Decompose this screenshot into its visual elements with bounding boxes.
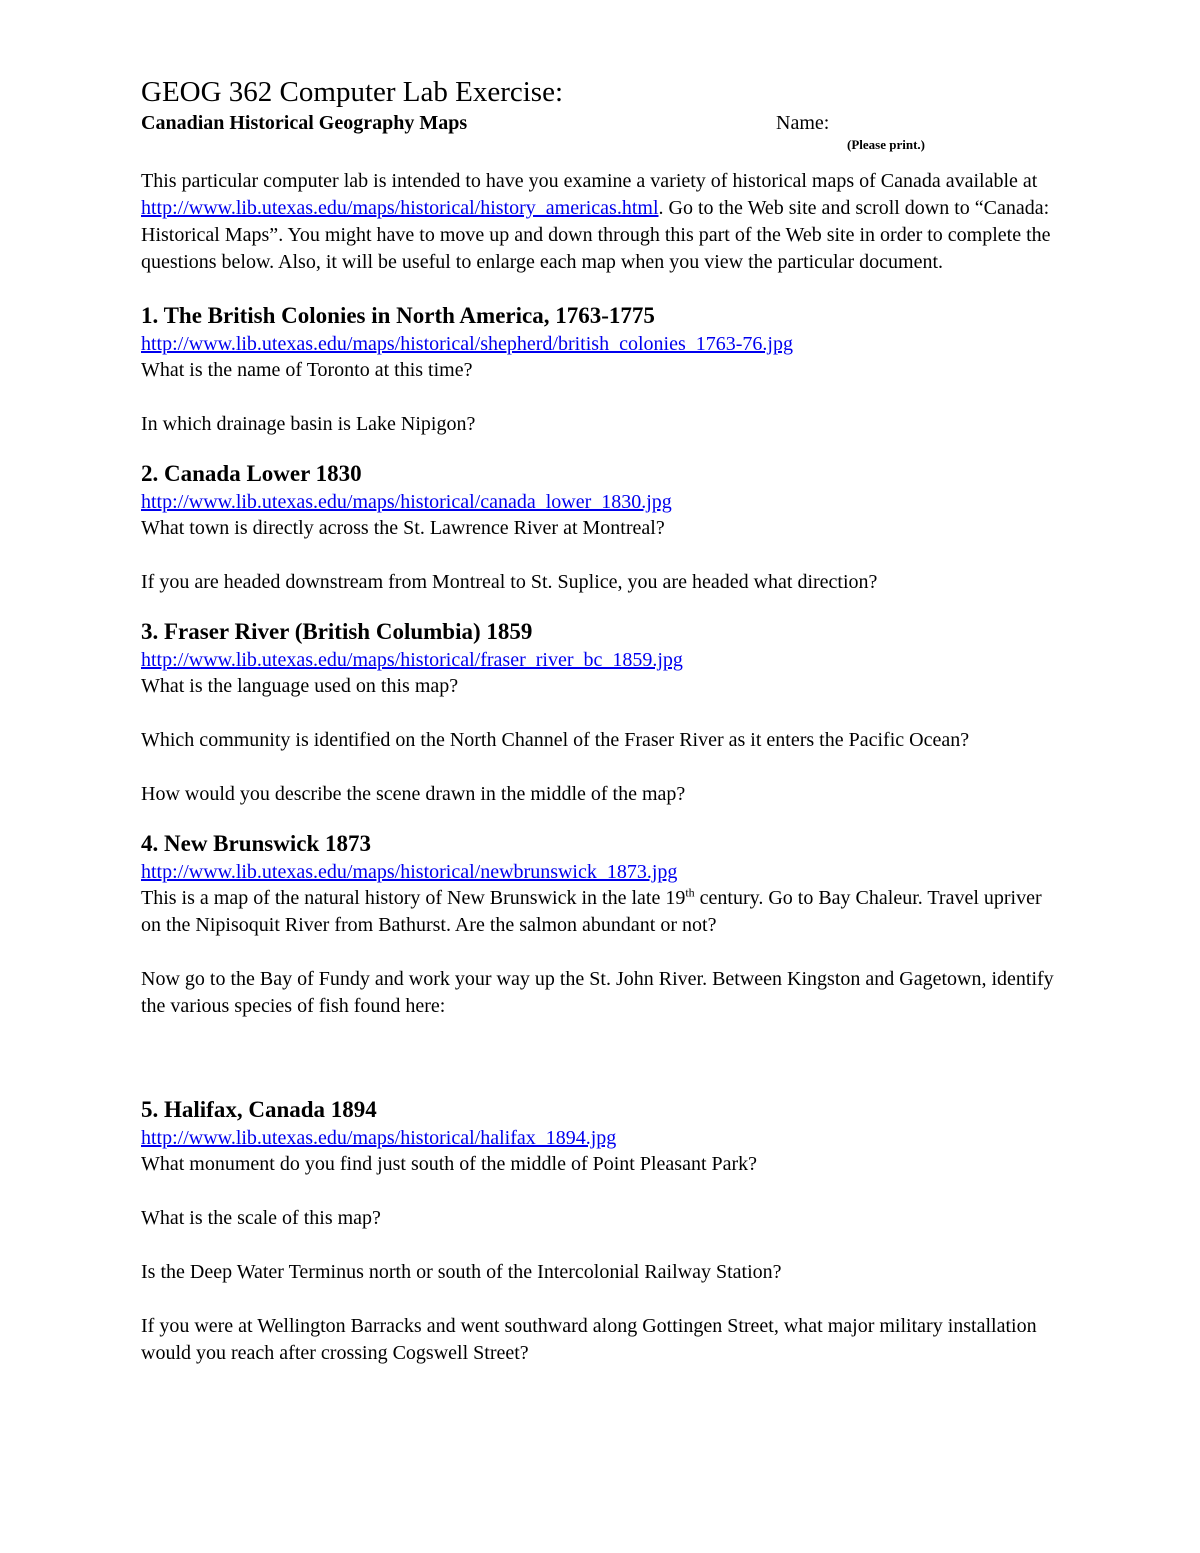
please-print-note: (Please print.) (847, 137, 925, 152)
section-heading: 4. New Brunswick 1873 (141, 831, 372, 856)
section-link[interactable]: http://www.lib.utexas.edu/maps/historical/shepherd/british_colonies_1763-76.jpg (141, 333, 793, 355)
intro-text-before: This particular computer lab is intended to have you examine a variety of historical maps of Canada available at (141, 170, 1038, 192)
section-1 (141, 301, 1061, 438)
subtitle-row (141, 110, 1061, 136)
intro-paragraph (141, 168, 1061, 276)
intro-link[interactable]: http://www.lib.utexas.edu/maps/historical/history_americas.html (141, 197, 659, 219)
section-link[interactable]: http://www.lib.utexas.edu/maps/historical/fraser_river_bc_1859.jpg (141, 649, 683, 671)
question: What town is directly across the St. Lawrence River at Montreal? (141, 517, 665, 539)
page-subtitle: Canadian Historical Geography Maps (141, 112, 468, 134)
question: If you were at Wellington Barracks and went southward along Gottingen Street, what major military installation would you reach after crossing Cogswell Street? (141, 1315, 1037, 1364)
superscript: th (685, 885, 695, 900)
section-3 (141, 617, 1061, 808)
section-link[interactable]: http://www.lib.utexas.edu/maps/historical/canada_lower_1830.jpg (141, 491, 672, 513)
document-page (141, 76, 1061, 1367)
question: What is the scale of this map? (141, 1207, 381, 1229)
question-text: century. Go to Bay Chaleur. Travel upriver on the Nipisoquit River from Bathurst. Are the salmon abundant or not? (141, 887, 1042, 936)
section-heading: 2. Canada Lower 1830 (141, 461, 362, 486)
question: How would you describe the scene drawn in the middle of the map? (141, 783, 686, 805)
question: Is the Deep Water Terminus north or south of the Intercolonial Railway Station? (141, 1261, 782, 1283)
question: What is the name of Toronto at this time? (141, 359, 473, 381)
section-link[interactable]: http://www.lib.utexas.edu/maps/historical/halifax_1894.jpg (141, 1127, 617, 1149)
question (141, 885, 1061, 939)
name-label: Name: (776, 112, 830, 134)
question: In which drainage basin is Lake Nipigon? (141, 413, 476, 435)
section-heading: 1. The British Colonies in North America, 1763-1775 (141, 303, 655, 328)
section-5 (141, 1095, 1061, 1367)
question: Now go to the Bay of Fundy and work your way up the St. John River. Between Kingston and Gagetown, identify the various species of fish found here: (141, 968, 1054, 1017)
page-title: GEOG 362 Computer Lab Exercise: (141, 76, 564, 108)
section-heading: 3. Fraser River (British Columbia) 1859 (141, 619, 533, 644)
question: If you are headed downstream from Montreal to St. Suplice, you are headed what direction? (141, 571, 878, 593)
section-4 (141, 829, 1061, 1074)
section-link[interactable]: http://www.lib.utexas.edu/maps/historical/newbrunswick_1873.jpg (141, 861, 678, 883)
section-2 (141, 459, 1061, 596)
question: What is the language used on this map? (141, 675, 459, 697)
answer-space (141, 1020, 1061, 1074)
question: What monument do you find just south of the middle of Point Pleasant Park? (141, 1153, 758, 1175)
question-text: This is a map of the natural history of New Brunswick in the late 19 (141, 887, 686, 909)
intro-text-after: . Go to the Web site and scroll down to “Canada: Historical Maps”. You might have to move up and down through this part of the Web site in order to complete the questions below. Also, it will be useful to enlarge each map when you view the particular document. (141, 197, 1051, 273)
section-heading: 5. Halifax, Canada 1894 (141, 1097, 377, 1122)
question: Which community is identified on the North Channel of the Fraser River as it enters the Pacific Ocean? (141, 729, 970, 751)
